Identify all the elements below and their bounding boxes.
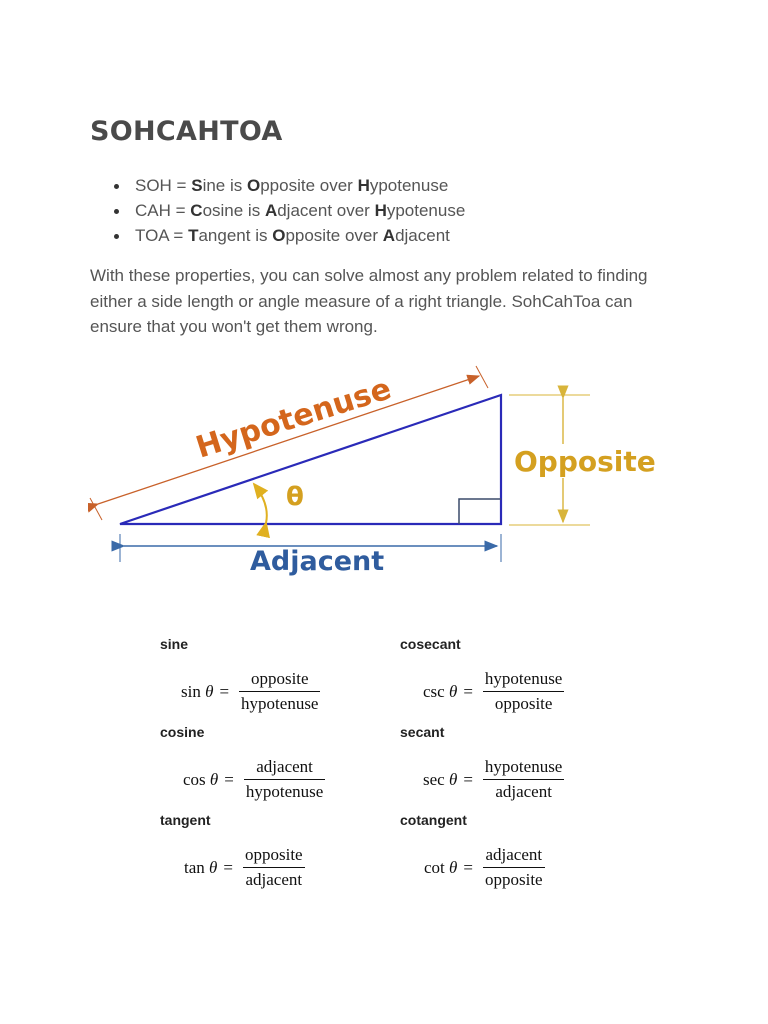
formula-cosecant — [400, 636, 620, 716]
denominator: opposite — [494, 694, 553, 713]
fraction — [243, 846, 305, 889]
formula-equation: cot θ = $\frac{\text{adjacent}}{\text{opposite}}$ — [424, 845, 543, 889]
formula-equation: sec θ = $\frac{\text{hypotenuse}}{\text{adjacent}}$ — [423, 757, 563, 801]
angle-arrow — [254, 484, 267, 523]
formula-equation: tan θ = $\frac{\text{opposite}}{\text{adjacent}}$ — [184, 845, 303, 889]
formula-name: sine — [160, 636, 189, 652]
fraction — [483, 670, 564, 713]
formula-equation: cos θ = $\frac{\text{adjacent}}{\text{hypotenuse}}$ — [183, 757, 324, 801]
denominator: hypotenuse — [245, 782, 324, 801]
list-item: SOH = Sine is Opposite over Hypotenuse — [110, 173, 465, 198]
right-triangle-diagram — [88, 362, 698, 582]
adjacent-label: Adjacent — [250, 546, 385, 577]
formula-name: secant — [400, 724, 445, 740]
theta-label: θ — [286, 482, 304, 512]
hypotenuse-tick — [90, 498, 102, 520]
trig-formula-table — [120, 620, 600, 900]
numerator: adjacent — [256, 757, 313, 776]
numerator: adjacent — [485, 845, 543, 864]
hypotenuse-label: Hypotenuse — [191, 371, 396, 466]
fraction — [244, 758, 325, 801]
list-item: TOA = Tangent is Opposite over Adjacent — [110, 223, 465, 248]
formula-name: cotangent — [400, 812, 467, 828]
opposite-label: Opposite — [514, 445, 656, 478]
formula-name: cosine — [160, 724, 205, 740]
formula-cosine — [160, 724, 380, 804]
page-title: SOHCAHTOA — [90, 116, 283, 147]
denominator: adjacent — [495, 782, 552, 801]
formula-equation: csc θ = $\frac{\text{hypotenuse}}{\text{opposite}}$ — [423, 669, 563, 713]
list-item: CAH = Cosine is Adjacent over Hypotenuse — [110, 198, 465, 223]
formula-name: cosecant — [400, 636, 461, 652]
formula-equation: sin θ = $\frac{\text{opposite}}{\text{hypotenuse}}$ — [181, 669, 319, 713]
formula-cotangent — [400, 812, 620, 892]
fraction — [239, 670, 320, 713]
denominator: opposite — [484, 870, 543, 889]
denominator: hypotenuse — [241, 694, 319, 713]
formula-secant — [400, 724, 620, 804]
fraction — [483, 846, 545, 889]
explanation-paragraph: With these properties, you can solve almost any problem related to finding either a side length or angle measure of a right triangle. SohCahToa can ensure that you won't get them wrong. — [90, 266, 648, 336]
formula-sine — [160, 636, 380, 716]
mnemonic-list — [110, 173, 465, 248]
fraction — [483, 758, 564, 801]
numerator: hypotenuse — [484, 757, 563, 776]
formula-tangent — [160, 812, 380, 892]
right-angle-marker — [459, 499, 501, 524]
formula-name: tangent — [160, 812, 211, 828]
numerator: opposite — [250, 669, 309, 688]
numerator: hypotenuse — [484, 669, 563, 688]
numerator: opposite — [244, 845, 303, 864]
denominator: adjacent — [245, 870, 303, 889]
